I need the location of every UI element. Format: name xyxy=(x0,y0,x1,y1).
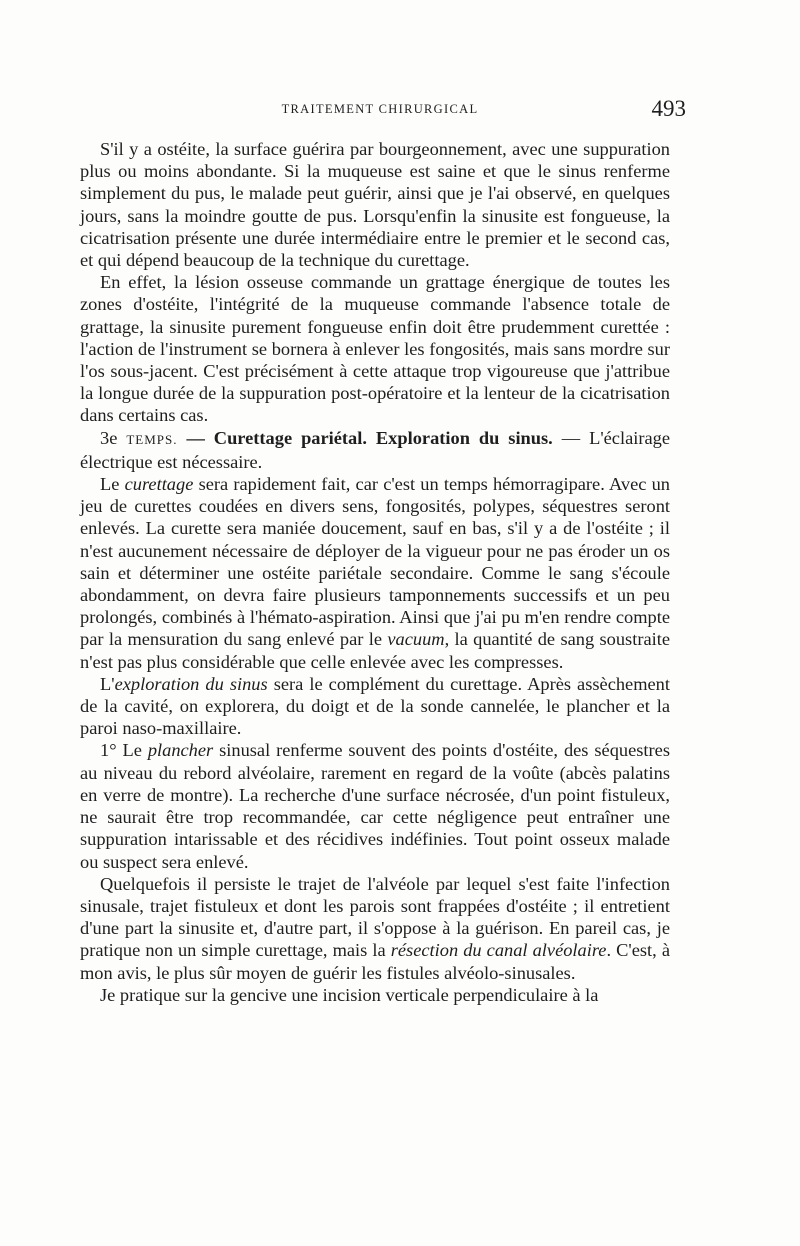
paragraph-1: S'il y a ostéite, la surface guérira par bourgeonnement, avec une suppuration plus ou moins abondante. Si la muqueuse est saine et que le sinus renferme simplement du pus, le malade peut guérir, ainsi que je l'ai observé, en quelques jours, sans la moindre goutte de pus. Lorsqu'enfin la sinusite est fongueuse, la cicatrisation présente une durée intermédiaire entre le premier et le second cas, et qui dépend beaucoup de la technique du curettage. xyxy=(80,139,670,271)
section-ordinal: 3e xyxy=(100,427,118,448)
paragraph-6-text-a: 1° Le xyxy=(100,740,148,761)
term-curettage: curettage xyxy=(124,474,194,495)
paragraph-4-text-c: , la quantité de sang soustraite n'est pas plus considérable que celle enlevée avec les compresses. xyxy=(80,629,670,672)
paragraph-7-text-a: Quelquefois il persiste le trajet de l'alvéole par lequel s'est faite l'infection sinusale, trajet fistuleux et dont les parois sont frappées d'ostéite ; il entretient d'une part la sinusite et, d'autre part, il s'oppose à la guérison. En pareil cas, je pratique non un simple curettage, mais la xyxy=(80,873,670,961)
paragraph-7-text-b: . C'est, à mon avis, le plus sûr moyen de guérir les fistules alvéolo-sinusales. xyxy=(80,940,670,983)
paragraph-4 xyxy=(80,473,670,673)
paragraph-7 xyxy=(80,873,670,984)
term-vacuum: vacuum xyxy=(387,629,445,650)
paragraph-6 xyxy=(80,739,670,872)
section-temps-label: TEMPS. xyxy=(126,431,178,447)
page-header xyxy=(80,96,686,126)
term-plancher: plancher xyxy=(147,740,214,761)
paragraph-3-section-heading xyxy=(80,427,670,473)
paragraph-4-text-b: sera rapidement fait, car c'est un temps hémorragipare. Avec un jeu de curettes coudées en divers sens, fongosités, polypes, séquestres seront enlevés. La curette sera maniée doucement, sauf en bas, s'il y a de l'ostéite ; il n'est aucunement nécessaire de déployer de la vigueur pour ne pas éroder un os sain et déterminer une ostéite pariétale secondaire. Comme le sang s'écoule abondamment, on devra faire plusieurs tamponnements successifs et un peu prolongés, combinés à l'hémato-aspiration. Ainsi que j'ai pu m'en rendre compte par la mensuration du sang enlevé par le xyxy=(80,474,670,650)
paragraph-5-text-b: sera le complément du curettage. Après assèchement de la cavité, on explorera, du doigt et de la sonde cannelée, le plancher et la paroi naso-maxillaire. xyxy=(80,673,670,739)
running-title: TRAITEMENT CHIRURGICAL xyxy=(281,102,479,116)
section-intro-text: — L'éclairage électrique est nécessaire. xyxy=(80,427,670,472)
page-number: 493 xyxy=(651,96,686,121)
paragraph-8: Je pratique sur la gencive une incision verticale perpendiculaire à la xyxy=(100,984,599,1005)
term-resection-canal-alveolaire: résection du canal alvéolaire xyxy=(390,940,607,961)
section-title: — Curettage pariétal. Exploration du sinus. xyxy=(186,427,553,448)
paragraph-2: En effet, la lésion osseuse commande un grattage énergique de toutes les zones d'ostéite, l'intégrité de la muqueuse commande l'absence totale de grattage, la sinusite purement fongueuse enfin doit être prudemment curettée : l'action de l'instrument se bornera à enlever les fongosités, mais sans mordre sur l'os sous-jacent. C'est précisément à cette attaque trop vigoureuse que j'attribue la longue durée de la suppuration post-opératoire et la lenteur de la cicatrisation dans certains cas. xyxy=(80,272,670,426)
term-exploration-du-sinus: exploration du sinus xyxy=(114,673,268,694)
paragraph-6-text-b: sinusal renferme souvent des points d'ostéite, des séquestres au niveau du rebord alvéolaire, rarement en regard de la voûte (abcès palatins en verre de montre). La recherche d'une surface nécrosée, d'un point fistuleux, ne saurait être trop recommandée, car cette négligence peut entraîner une suppuration intarissable et des récidives indéfinies. Tout point osseux malade ou suspect sera enlevé. xyxy=(80,740,670,872)
paragraph-4-text-a: Le xyxy=(100,474,125,495)
paragraph-5 xyxy=(80,673,670,740)
paragraph-5-text-a: L' xyxy=(100,673,115,694)
page-body xyxy=(80,138,670,1006)
